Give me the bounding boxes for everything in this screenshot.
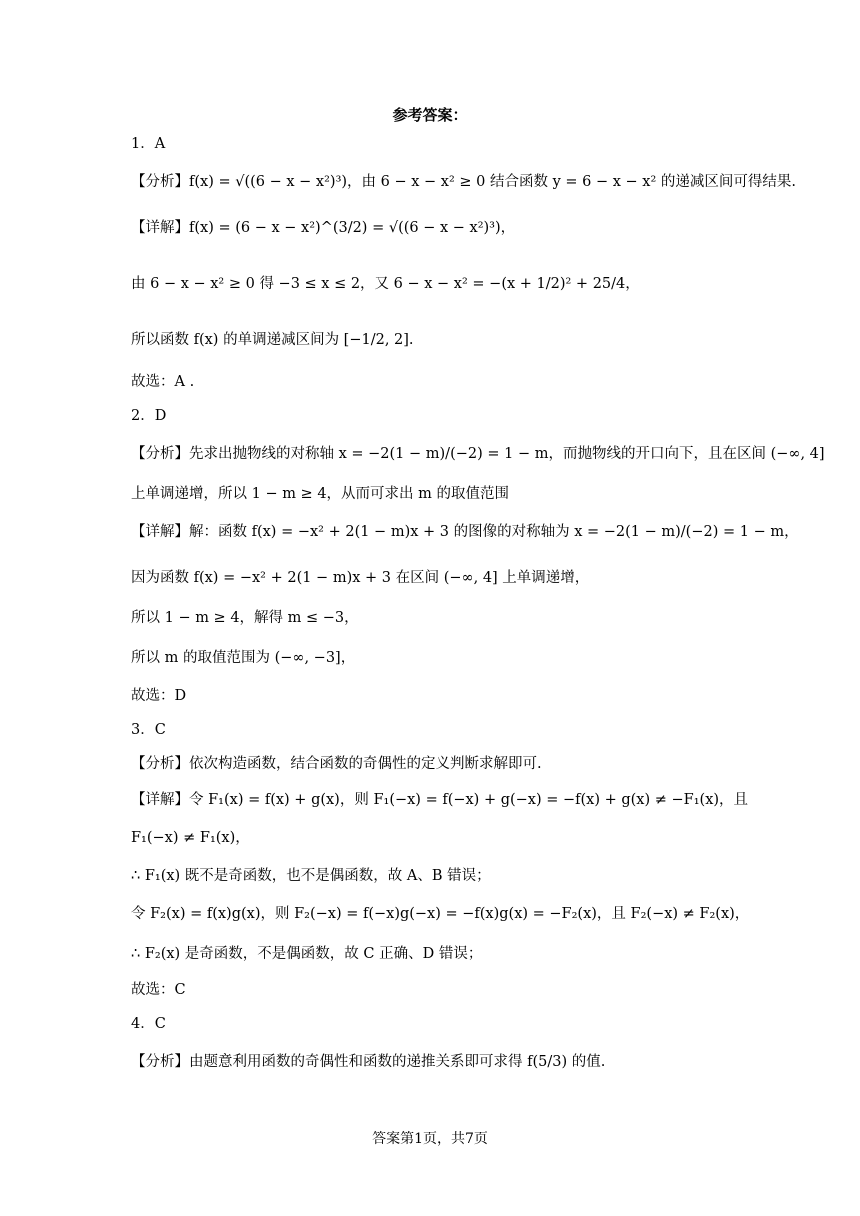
text-line: 上单调递增，所以 1 − m ≥ 4，从而可求出 m 的取值范围: [131, 486, 510, 502]
text-line: 所以 m 的取值范围为 (−∞, −3]，: [131, 650, 356, 666]
analysis-line: 【分析】由题意利用函数的奇偶性和函数的递推关系即可求得 f(5/3) 的值.: [131, 1054, 606, 1070]
choice-line: 故选：A .: [131, 374, 195, 390]
detail-line: 【详解】令 F₁(x) = f(x) + g(x)，则 F₁(−x) = f(−x) + g(−x) = −f(x) + g(x) ≠ −F₁(x)，且: [131, 792, 749, 808]
page-title: 参考答案：: [392, 106, 468, 124]
choice-line: 故选：C: [131, 982, 186, 998]
answer-number: 4．C: [131, 1016, 166, 1032]
analysis-line: 【分析】先求出抛物线的对称轴 x = −2(1 − m)/(−2) = 1 − m，而抛物线的开口向下，且在区间 (−∞, 4]: [131, 446, 825, 462]
answer-number: 2．D: [131, 408, 167, 424]
detail-line: 【详解】f(x) = (6 − x − x²)^(3/2) = √((6 − x − x²)³)，: [131, 220, 516, 236]
text-line: 所以函数 f(x) 的单调递减区间为 [−1/2, 2].: [131, 332, 414, 348]
text-line: ∴ F₁(x) 既不是奇函数，也不是偶函数，故 A、B 错误；: [131, 868, 491, 884]
text-line: 因为函数 f(x) = −x² + 2(1 − m)x + 3 在区间 (−∞, 4] 上单调递增，: [131, 570, 590, 586]
detail-line: 【详解】解：函数 f(x) = −x² + 2(1 − m)x + 3 的图像的对称轴为 x = −2(1 − m)/(−2) = 1 − m，: [131, 524, 799, 540]
text-line: ∴ F₂(x) 是奇函数，不是偶函数，故 C 正确、D 错误；: [131, 946, 483, 962]
text-line: 由 6 − x − x² ≥ 0 得 −3 ≤ x ≤ 2，又 6 − x − x² = −(x + 1/2)² + 25/4，: [131, 276, 640, 292]
text-line: 令 F₂(x) = f(x)g(x)，则 F₂(−x) = f(−x)g(−x) = −f(x)g(x) = −F₂(x)，且 F₂(−x) ≠ F₂(x)，: [131, 906, 750, 922]
text-line: F₁(−x) ≠ F₁(x)，: [131, 830, 250, 846]
text-line: 所以 1 − m ≥ 4，解得 m ≤ −3，: [131, 610, 359, 626]
answer-number: 3．C: [131, 722, 166, 738]
page-footer: 答案第1页，共7页: [372, 1131, 488, 1147]
answer-number: 1．A: [131, 136, 166, 152]
analysis-line: 【分析】依次构造函数，结合函数的奇偶性的定义判断求解即可.: [131, 756, 542, 772]
analysis-line: 【分析】f(x) = √((6 − x − x²)³)，由 6 − x − x² ≥ 0 结合函数 y = 6 − x − x² 的递减区间可得结果.: [131, 174, 796, 190]
choice-line: 故选：D: [131, 688, 187, 704]
